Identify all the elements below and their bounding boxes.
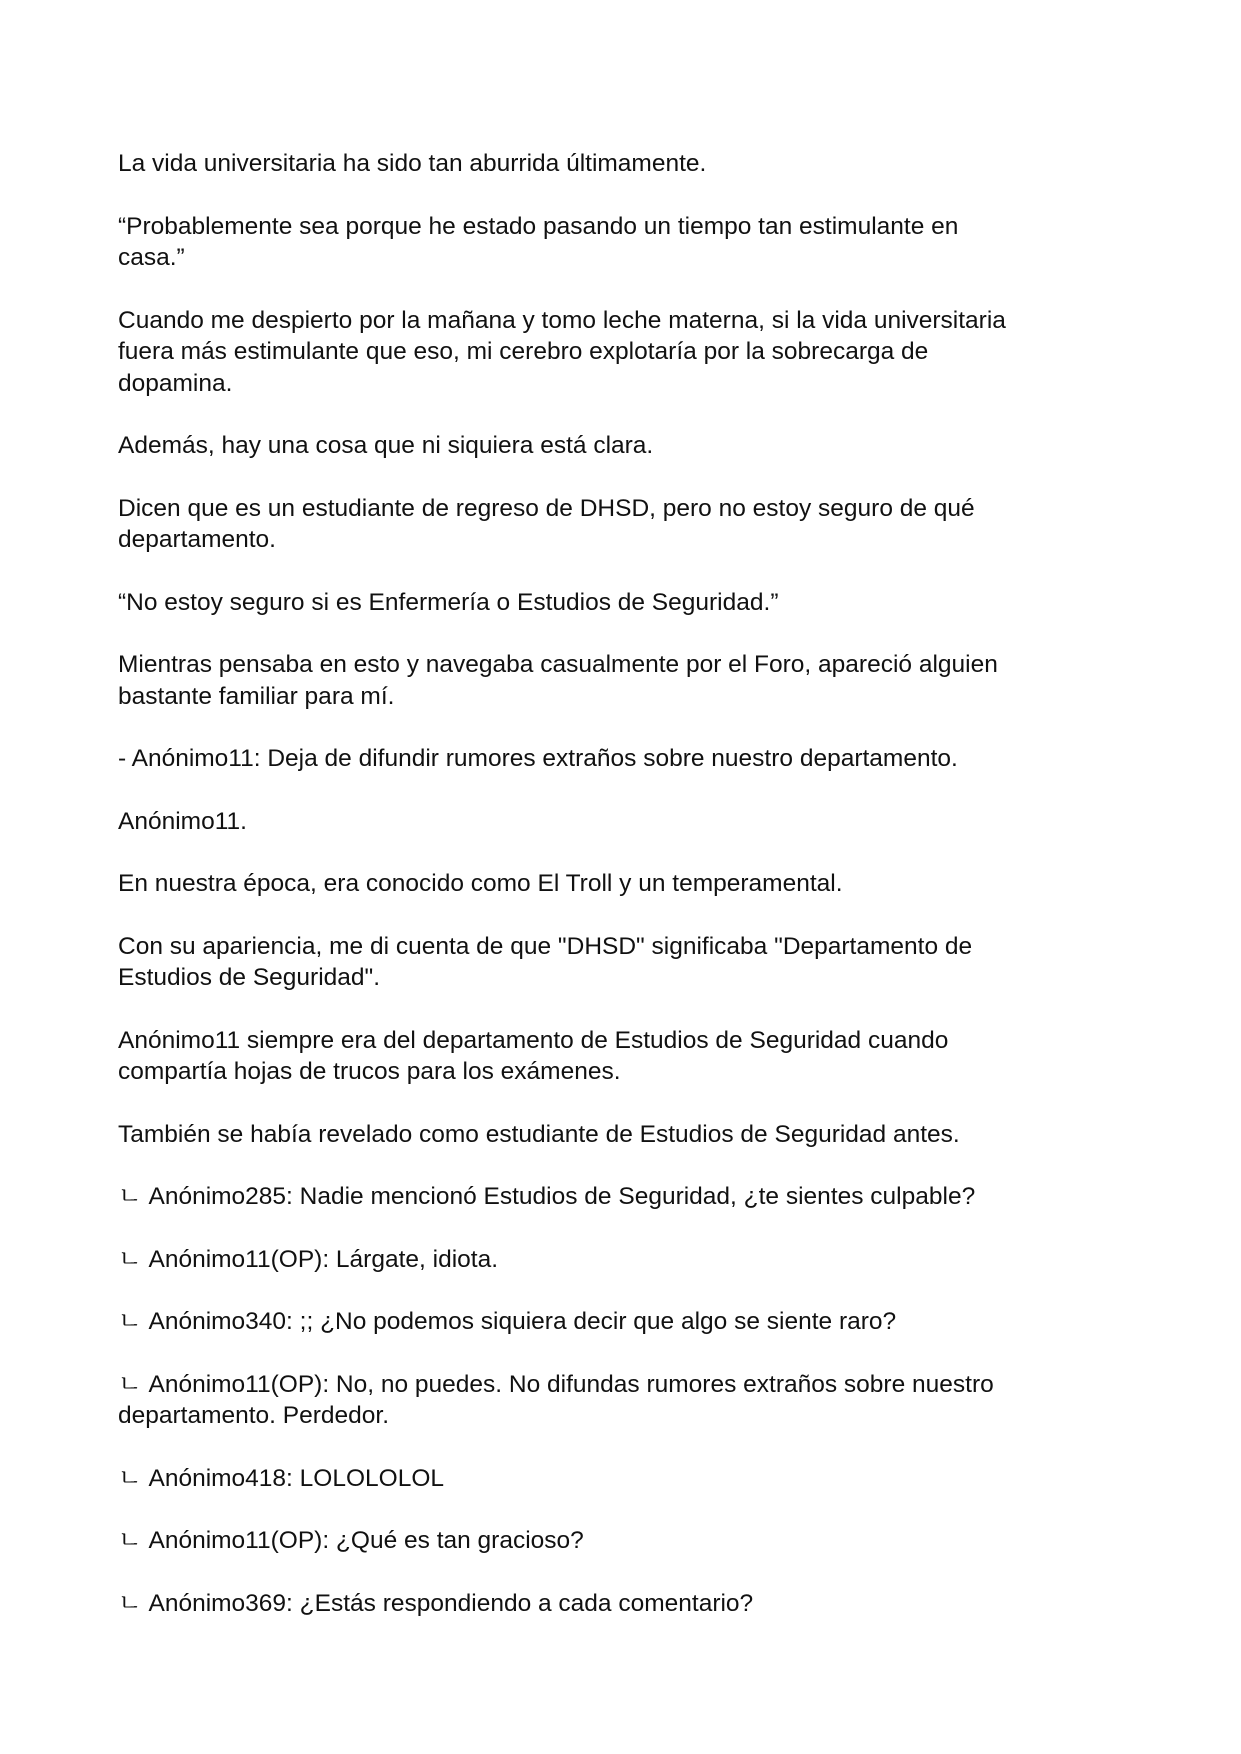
paragraph: “No estoy seguro si es Enfermería o Estudios de Seguridad.” — [118, 588, 779, 616]
forum-reply: ㄴ Anónimo418: LOLOLOLOL — [118, 1464, 445, 1492]
forum-reply: ㄴ Anónimo11(OP): No, no puedes. No difundas rumores extraños sobre nuestro departamento. Perdedor. — [118, 1370, 994, 1429]
paragraph: En nuestra época, era conocido como El Troll y un temperamental. — [118, 870, 843, 897]
forum-post: - Anónimo11: Deja de difundir rumores extraños sobre nuestro departamento. — [118, 745, 958, 772]
document-page — [118, 148, 1118, 1650]
paragraph: También se había revelado como estudiante de Estudios de Seguridad antes. — [118, 1120, 960, 1148]
forum-reply: ㄴ Anónimo369: ¿Estás respondiendo a cada comentario? — [118, 1589, 754, 1617]
paragraph: Además, hay una cosa que ni siquiera está clara. — [118, 432, 654, 459]
forum-reply: ㄴ Anónimo285: Nadie mencionó Estudios de Seguridad, ¿te sientes culpable? — [118, 1183, 976, 1210]
paragraph: “Probablemente sea porque he estado pasando un tiempo tan estimulante en casa.” — [118, 212, 959, 271]
paragraph: La vida universitaria ha sido tan aburrida últimamente. — [118, 150, 707, 177]
forum-reply: ㄴ Anónimo340: ;; ¿No podemos siquiera decir que algo se siente raro? — [118, 1308, 897, 1335]
paragraph: Con su apariencia, me di cuenta de que "DHSD" significaba "Departamento de Estudios de Seguridad". — [118, 932, 973, 991]
paragraph: Anónimo11 siempre era del departamento de Estudios de Seguridad cuando compartía hojas de trucos para los exámenes. — [118, 1026, 949, 1085]
paragraph: Mientras pensaba en esto y navegaba casualmente por el Foro, apareció alguien bastante familiar para mí. — [118, 651, 998, 710]
forum-reply: ㄴ Anónimo11(OP): Lárgate, idiota. — [118, 1245, 499, 1273]
paragraph: Dicen que es un estudiante de regreso de DHSD, pero no estoy seguro de qué departamento. — [118, 494, 975, 553]
paragraph: Anónimo11. — [118, 807, 247, 835]
forum-reply: ㄴ Anónimo11(OP): ¿Qué es tan gracioso? — [118, 1527, 584, 1554]
paragraph: Cuando me despierto por la mañana y tomo leche materna, si la vida universitaria fuera más estimulante que eso, mi cerebro explotaría por la sobrecarga de dopamina. — [118, 306, 1006, 397]
